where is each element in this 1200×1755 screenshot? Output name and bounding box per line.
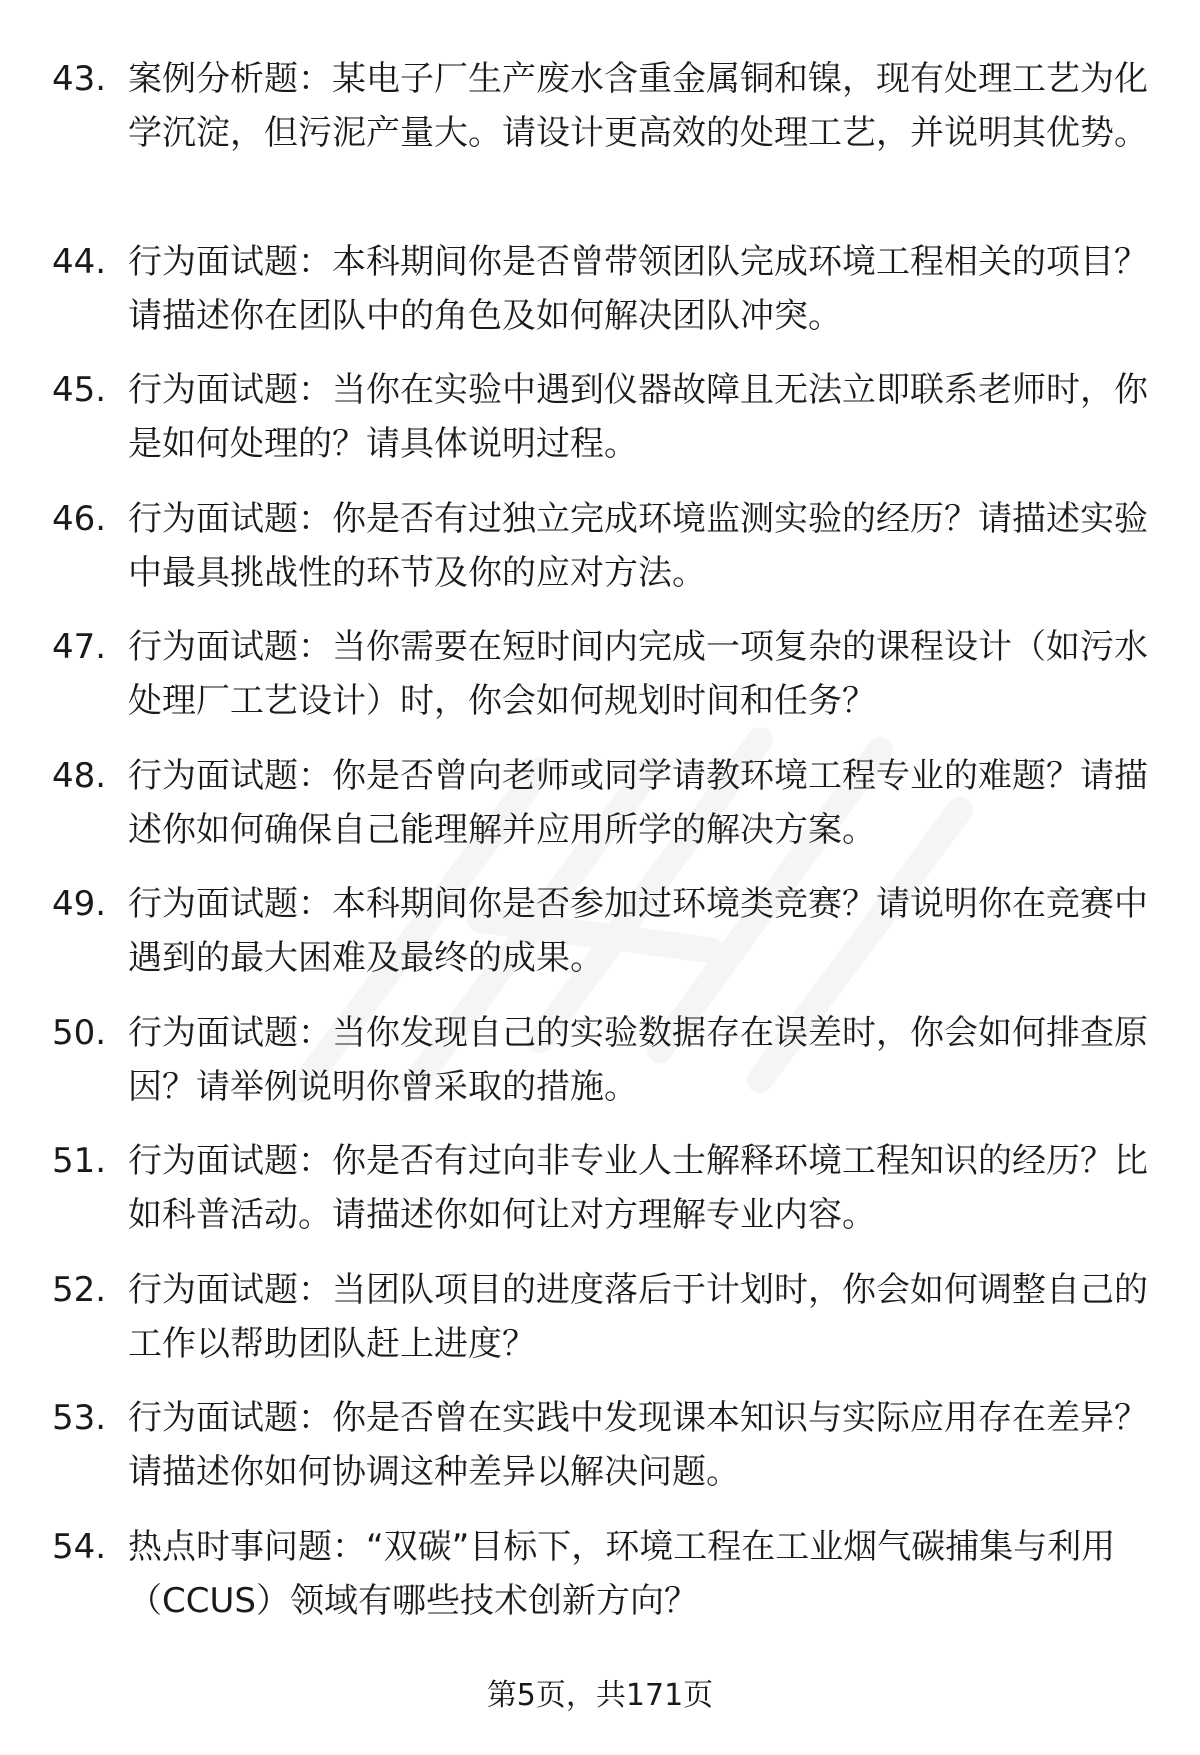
question-text: 行为面试题：你是否有过独立完成环境监测实验的经历？请描述实验中最具挑战性的环节及你的应对方法。	[128, 498, 1148, 593]
question-item	[52, 52, 1152, 214]
question-number: 49.	[52, 884, 107, 924]
question-number: 53.	[52, 1398, 107, 1438]
question-item	[52, 749, 1152, 857]
question-number: 47.	[52, 627, 107, 667]
question-item	[52, 877, 1152, 985]
question-text: 行为面试题：当你发现自己的实验数据存在误差时，你会如何排查原因？请举例说明你曾采取的措施。	[128, 1012, 1148, 1107]
question-number: 52.	[52, 1269, 107, 1310]
question-number: 50.	[52, 1012, 107, 1053]
question-text: 行为面试题：当你需要在短时间内完成一项复杂的课程设计（如污水处理厂工艺设计）时，你会如何规划时间和任务？	[128, 627, 1148, 721]
question-text: 行为面试题：你是否曾向老师或同学请教环境工程专业的难题？请描述你如何确保自己能理解并应用所学的解决方案。	[128, 755, 1148, 850]
question-item	[52, 1520, 1152, 1628]
question-number: 51.	[52, 1141, 107, 1181]
question-item	[52, 235, 1152, 343]
question-item	[52, 363, 1152, 471]
question-item	[52, 1263, 1152, 1371]
question-item	[52, 492, 1152, 600]
question-item	[52, 1006, 1152, 1114]
question-text: 行为面试题：当你在实验中遇到仪器故障且无法立即联系老师时，你是如何处理的？请具体说明过程。	[128, 370, 1148, 464]
question-text: 行为面试题：本科期间你是否曾带领团队完成环境工程相关的项目？请描述你在团队中的角色及如何解决团队冲突。	[128, 241, 1148, 336]
question-item	[52, 620, 1152, 728]
question-text: 行为面试题：当团队项目的进度落后于计划时，你会如何调整自己的工作以帮助团队赶上进度？	[128, 1269, 1148, 1364]
question-list	[52, 52, 1152, 1648]
question-text: 案例分析题：某电子厂生产废水含重金属铜和镍，现有处理工艺为化学沉淀，但污泥产量大。请设计更高效的处理工艺，并说明其优势。	[128, 59, 1148, 153]
question-text: 行为面试题：你是否有过向非专业人士解释环境工程知识的经历？比如科普活动。请描述你如何让对方理解专业内容。	[128, 1141, 1148, 1235]
question-item	[52, 1134, 1152, 1242]
question-item	[52, 1391, 1152, 1499]
question-number: 48.	[52, 755, 107, 796]
question-number: 46.	[52, 498, 107, 539]
question-text: 行为面试题：你是否曾在实践中发现课本知识与实际应用存在差异？请描述你如何协调这种差异以解决问题。	[128, 1398, 1148, 1492]
question-number: 54.	[52, 1526, 107, 1567]
question-number: 43.	[52, 59, 107, 99]
question-number: 45.	[52, 370, 107, 410]
question-text: 行为面试题：本科期间你是否参加过环境类竞赛？请说明你在竞赛中遇到的最大困难及最终的成果。	[128, 884, 1148, 978]
question-text: 热点时事问题：“双碳”目标下，环境工程在工业烟气碳捕集与利用（CCUS）领域有哪些技术创新方向？	[128, 1526, 1116, 1621]
question-number: 44.	[52, 241, 107, 282]
page-footer: 第5页，共171页	[486, 1678, 714, 1713]
